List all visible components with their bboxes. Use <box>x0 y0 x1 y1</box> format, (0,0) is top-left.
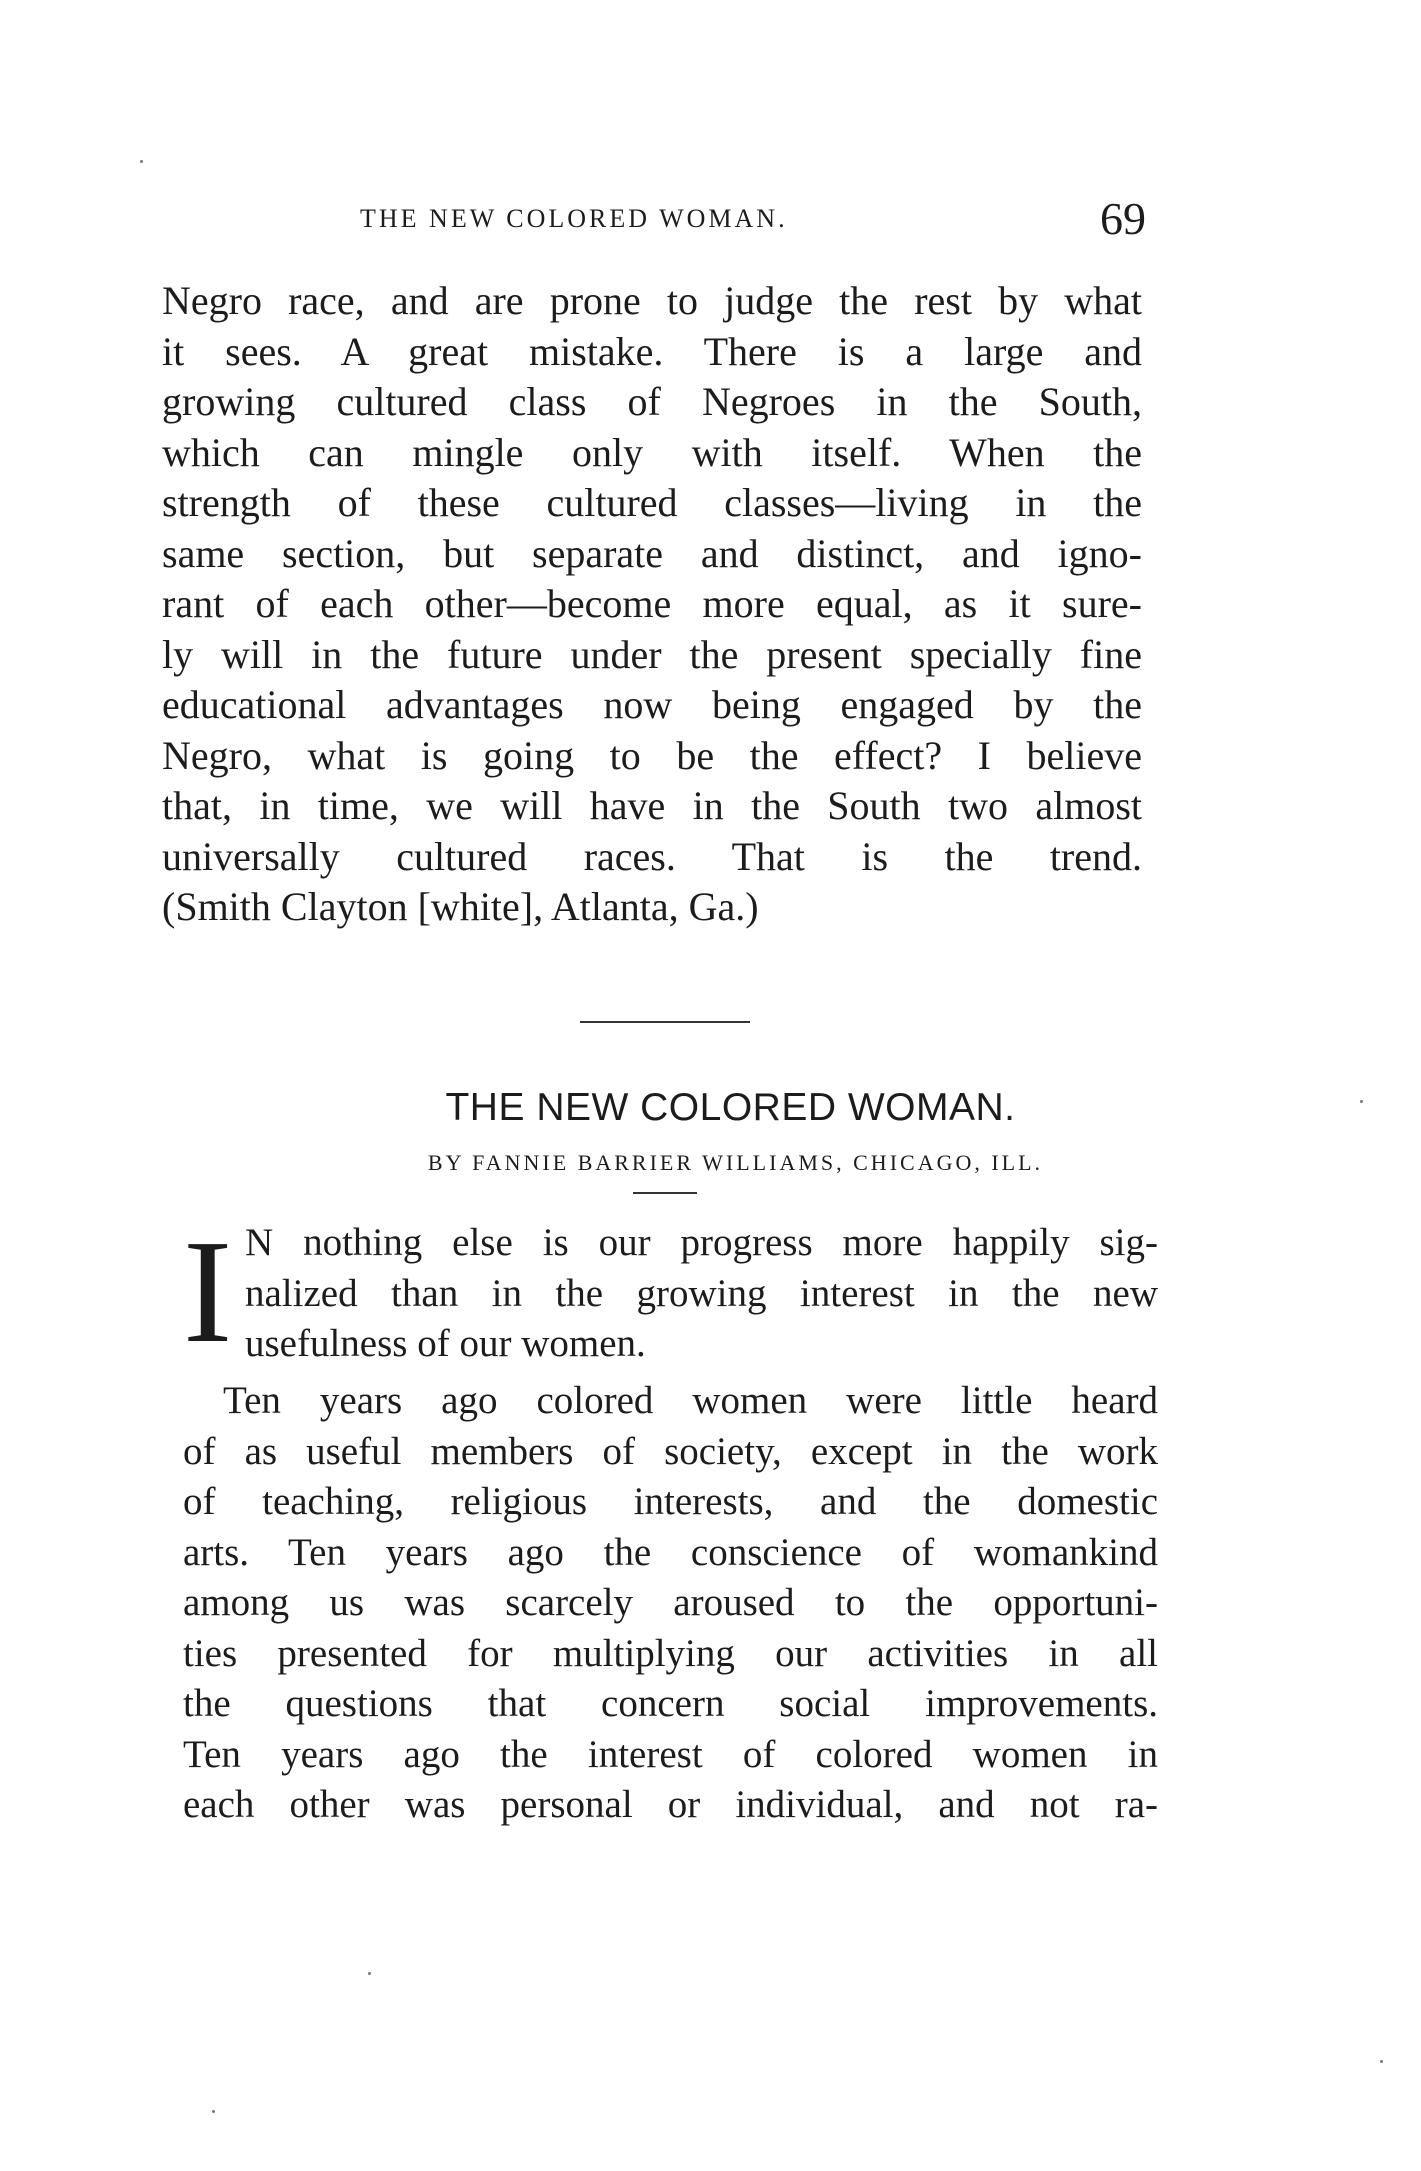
text-line: educational advantages now being engaged by the <box>162 682 1142 727</box>
first-paragraph-lines <box>245 1218 1158 1370</box>
text-line-attribution: (Smith Clayton [white], Atlanta, Ga.) <box>162 884 759 929</box>
previous-section-text <box>162 276 1142 933</box>
drop-cap: I <box>183 1210 233 1374</box>
text-line: ly will in the future under the present specially fine <box>162 631 1142 677</box>
text-line: Negro, what is going to be the effect? I believe <box>162 732 1142 778</box>
second-paragraph <box>183 1376 1158 1831</box>
text-line: of teaching, religious interests, and the domestic <box>183 1480 1158 1523</box>
text-line: rant of each other—become more equal, as it sure- <box>162 581 1142 626</box>
text-line: universally cultured races. That is the trend. <box>162 833 1142 879</box>
text-line: ties presented for multiplying our activities in all <box>183 1631 1158 1675</box>
text-line: it sees. A great mistake. There is a large and <box>162 328 1142 374</box>
text-line: usefulness of our women. <box>245 1322 646 1365</box>
scan-speck <box>1380 2060 1383 2063</box>
text-line: among us was scarcely aroused to the opportuni- <box>183 1581 1158 1624</box>
text-line: each other was personal or individual, and not ra- <box>183 1783 1158 1826</box>
text-line: that, in time, we will have in the South two almost <box>162 783 1142 828</box>
scan-speck <box>368 1972 371 1975</box>
article-body <box>183 1210 1158 1831</box>
byline-divider <box>633 1192 697 1194</box>
running-head <box>160 193 1146 258</box>
scan-speck <box>212 2110 215 2113</box>
text-line: growing cultured class of Negroes in the South, <box>162 379 1142 424</box>
scan-speck <box>140 160 143 163</box>
text-line: Ten years ago the interest of colored women in <box>183 1732 1158 1776</box>
text-line: Negro race, and are prone to judge the rest by what <box>162 278 1142 323</box>
text-line: Ten years ago colored women were little heard <box>223 1379 1158 1422</box>
section-divider <box>580 1021 750 1023</box>
article-title: THE NEW COLORED WOMAN. <box>445 1086 1016 1129</box>
text-line: of as useful members of society, except in the work <box>183 1429 1158 1473</box>
text-line: same section, but separate and distinct, and igno- <box>162 530 1142 576</box>
text-line: strength of these cultured classes—living in the <box>162 480 1142 525</box>
text-line: which can mingle only with itself. When the <box>162 429 1142 475</box>
text-line: the questions that concern social improvements. <box>183 1682 1158 1725</box>
text-line: arts. Ten years ago the conscience of womankind <box>183 1530 1158 1574</box>
page-number: 69 <box>1100 193 1146 244</box>
text-line: N nothing else is our progress more happily sig- <box>245 1221 1158 1264</box>
scan-speck <box>1360 1100 1363 1103</box>
text-line: nalized than in the growing interest in the new <box>245 1271 1158 1315</box>
article-byline: BY FANNIE BARRIER WILLIAMS, CHICAGO, ILL. <box>427 1150 1044 1175</box>
running-head-title: THE NEW COLORED WOMAN. <box>360 204 788 233</box>
first-paragraph <box>183 1210 1158 1374</box>
